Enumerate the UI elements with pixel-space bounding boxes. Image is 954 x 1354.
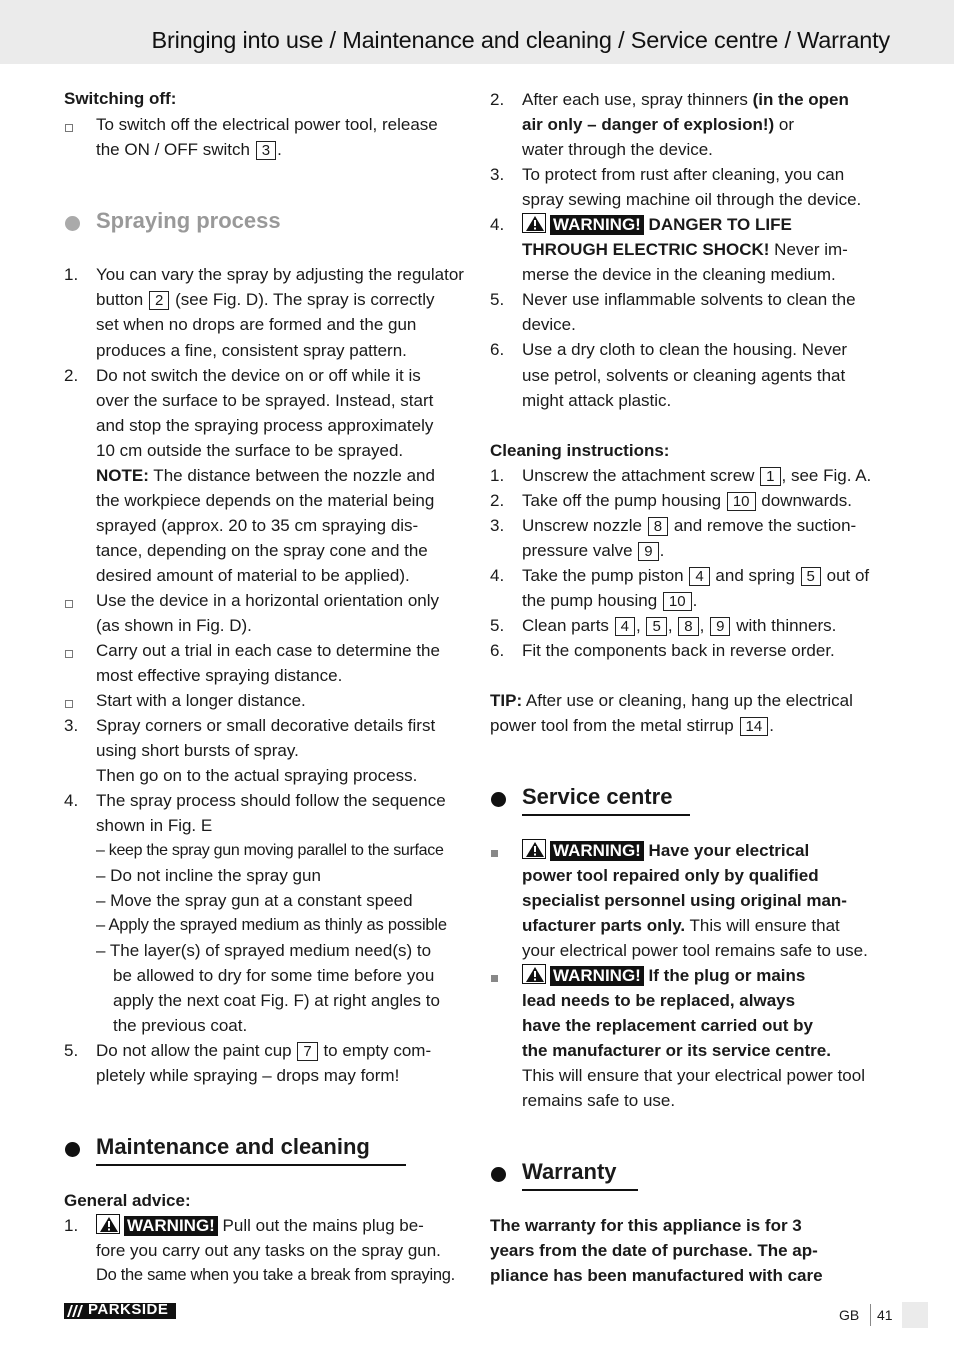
list-item: Take the pump piston 4 and spring 5 out of <box>522 566 870 585</box>
list-item: Never use inflammable solvents to clean the <box>522 290 856 309</box>
list-item: Then go on to the actual spraying process. <box>96 766 418 785</box>
section-bullet <box>491 792 506 807</box>
tip-text: power tool from the metal stirrup 14 . <box>490 716 774 735</box>
list-item: produces a fine, consistent spray pattern. <box>96 341 407 360</box>
note-text: NOTE: The distance between the nozzle and <box>96 466 435 485</box>
ref-box: 9 <box>710 617 730 636</box>
list-item: WARNING! If the plug or mains <box>522 963 805 988</box>
dash-item: – keep the spray gun moving parallel to the surface <box>96 842 444 859</box>
ref-box: 7 <box>297 1042 317 1061</box>
list-item: (as shown in Fig. D). <box>96 616 252 635</box>
list-item: the ON / OFF switch 3 . <box>96 140 282 159</box>
ref-box: 14 <box>740 717 769 736</box>
general-advice-heading: General advice: <box>64 1191 191 1210</box>
list-item: ufacturer parts only. This will ensure that <box>522 916 840 935</box>
list-number: 4. <box>490 566 505 585</box>
list-number: 5. <box>64 1041 79 1060</box>
list-item: Fit the components back in reverse order. <box>522 641 835 660</box>
list-item: This will ensure that your electrical power tool <box>522 1066 865 1085</box>
section-title-service: Service centre <box>522 784 673 809</box>
list-number: 1. <box>64 1216 79 1235</box>
note-text: sprayed (approx. 20 to 35 cm spraying dis- <box>96 516 419 535</box>
section-title-maintenance: Maintenance and cleaning <box>96 1134 370 1159</box>
section-bullet <box>65 1142 80 1157</box>
list-item: Unscrew nozzle 8 and remove the suction- <box>522 516 857 535</box>
list-item: merse the device in the cleaning medium. <box>522 265 836 284</box>
section-bullet <box>491 1167 506 1182</box>
warning-triangle-icon <box>522 839 546 859</box>
list-item: water through the device. <box>522 140 713 159</box>
list-number: 5. <box>490 616 505 635</box>
dash-item: the previous coat. <box>113 1016 248 1035</box>
list-number: 4. <box>490 215 505 234</box>
ref-box: 10 <box>663 592 692 611</box>
list-number: 3. <box>490 165 505 184</box>
list-item: spray sewing machine oil through the device. <box>522 190 862 209</box>
list-item: device. <box>522 315 576 334</box>
list-item: 10 cm outside the surface to be sprayed. <box>96 441 404 460</box>
note-text: desired amount of material to be applied). <box>96 566 410 585</box>
warning-label: WARNING! <box>550 841 644 861</box>
list-item: THROUGH ELECTRIC SHOCK! Never im- <box>522 240 848 259</box>
cleaning-instructions-heading: Cleaning instructions: <box>490 441 670 460</box>
logo-stripes-icon <box>67 1305 85 1317</box>
list-item: Unscrew the attachment screw 1 , see Fig. A. <box>522 466 872 485</box>
note-text: tance, depending on the spray cone and the <box>96 541 428 560</box>
section-underline <box>522 814 690 816</box>
dash-item: apply the next coat Fig. F) at right angles to <box>113 991 440 1010</box>
warranty-text: pliance has been manufactured with care <box>490 1266 823 1285</box>
list-item: shown in Fig. E <box>96 816 213 835</box>
list-number: 6. <box>490 340 505 359</box>
list-item: over the surface to be sprayed. Instead, start <box>96 391 434 410</box>
section-underline <box>96 1164 406 1166</box>
list-number: 3. <box>64 716 79 735</box>
ref-box: 8 <box>648 517 668 536</box>
list-item: You can vary the spray by adjusting the regulator <box>96 265 464 284</box>
section-bullet <box>65 216 80 231</box>
ref-box: 4 <box>615 617 635 636</box>
warning-label: WARNING! <box>550 966 644 986</box>
list-item: WARNING! Pull out the mains plug be- <box>96 1213 424 1238</box>
list-item: have the replacement carried out by <box>522 1016 813 1035</box>
ref-box: 1 <box>760 467 780 486</box>
list-item: Use a dry cloth to clean the housing. Never <box>522 340 848 359</box>
list-bullet <box>65 700 73 708</box>
list-number: 2. <box>490 491 505 510</box>
list-item: Take off the pump housing 10 downwards. <box>522 491 852 510</box>
warranty-text: years from the date of purchase. The ap- <box>490 1241 818 1260</box>
dash-item: – Move the spray gun at a constant speed <box>96 891 413 910</box>
list-item: To protect from rust after cleaning, you can <box>522 165 845 184</box>
list-number: 2. <box>490 90 505 109</box>
list-number: 1. <box>490 466 505 485</box>
list-item: the pump housing 10 . <box>522 591 698 610</box>
language-code: GB <box>839 1307 860 1323</box>
list-item: use petrol, solvents or cleaning agents that <box>522 366 846 385</box>
list-item: specialist personnel using original man- <box>522 891 847 910</box>
dash-item: be allowed to dry for some time before you <box>113 966 435 985</box>
list-number: 1. <box>64 265 79 284</box>
list-item: and stop the spraying process approximately <box>96 416 434 435</box>
list-item: The spray process should follow the sequence <box>96 791 446 810</box>
list-item: WARNING! DANGER TO LIFE <box>522 212 792 237</box>
list-item: Do not allow the paint cup 7 to empty com- <box>96 1041 432 1060</box>
list-item: most effective spraying distance. <box>96 666 343 685</box>
ref-box: 2 <box>149 291 169 310</box>
list-item: lead needs to be replaced, always <box>522 991 796 1010</box>
note-text: the workpiece depends on the material being <box>96 491 435 510</box>
dash-item: – The layer(s) of sprayed medium need(s) to <box>96 941 432 960</box>
list-number: 6. <box>490 641 505 660</box>
list-number: 5. <box>490 290 505 309</box>
list-bullet <box>491 975 498 982</box>
section-title-warranty: Warranty <box>522 1159 617 1184</box>
list-number: 4. <box>64 791 79 810</box>
list-item: To switch off the electrical power tool, release <box>96 115 438 134</box>
ref-box: 5 <box>646 617 666 636</box>
tip-text: TIP: After use or cleaning, hang up the electrical <box>490 691 853 710</box>
warning-triangle-icon <box>96 1214 120 1234</box>
switching-off-heading: Switching off: <box>64 89 177 108</box>
list-item: pressure valve 9 . <box>522 541 665 560</box>
list-item: air only – danger of explosion!) or <box>522 115 795 134</box>
ref-box: 3 <box>256 141 276 160</box>
page-title: Bringing into use / Maintenance and cleaning / Service centre / Warranty <box>151 27 890 53</box>
list-item: your electrical power tool remains safe to use. <box>522 941 868 960</box>
list-item: Spray corners or small decorative details first <box>96 716 436 735</box>
list-number: 2. <box>64 366 79 385</box>
page-corner-box <box>902 1302 928 1328</box>
dash-item: – Do not incline the spray gun <box>96 866 321 885</box>
list-item: the manufacturer or its service centre. <box>522 1041 831 1060</box>
warning-label: WARNING! <box>550 215 644 235</box>
parkside-logo: PARKSIDE <box>64 1303 176 1319</box>
list-item: fore you carry out any tasks on the spray gun. <box>96 1241 441 1260</box>
ref-box: 10 <box>727 492 756 511</box>
list-item: might attack plastic. <box>522 391 672 410</box>
list-item: After each use, spray thinners (in the open <box>522 90 849 109</box>
list-item: set when no drops are formed and the gun <box>96 315 417 334</box>
warning-label: WARNING! <box>124 1216 218 1236</box>
list-item: pletely while spraying – drops may form! <box>96 1066 400 1085</box>
list-item: Clean parts 4 , 5 , 8 , 9 with thinners. <box>522 616 837 635</box>
ref-box: 4 <box>689 567 709 586</box>
page-number: 41 <box>877 1307 893 1323</box>
warning-triangle-icon <box>522 213 546 233</box>
ref-box: 9 <box>638 542 658 561</box>
list-bullet <box>491 850 498 857</box>
warranty-text: The warranty for this appliance is for 3 <box>490 1216 802 1235</box>
list-item: Use the device in a horizontal orientation only <box>96 591 440 610</box>
list-bullet <box>65 650 73 658</box>
list-item: button 2 (see Fig. D). The spray is correctly <box>96 290 435 309</box>
section-underline <box>522 1189 638 1191</box>
list-item: power tool repaired only by qualified <box>522 866 819 885</box>
list-item: Do the same when you take a break from spraying. <box>96 1266 455 1284</box>
ref-box: 8 <box>678 617 698 636</box>
list-item: Start with a longer distance. <box>96 691 306 710</box>
list-number: 3. <box>490 516 505 535</box>
ref-box: 5 <box>801 567 821 586</box>
warning-triangle-icon <box>522 964 546 984</box>
section-title-spraying: Spraying process <box>96 208 281 233</box>
list-item: WARNING! Have your electrical <box>522 838 809 863</box>
dash-item: – Apply the sprayed medium as thinly as possible <box>96 916 447 934</box>
list-bullet <box>65 600 73 608</box>
list-item: Carry out a trial in each case to determine the <box>96 641 440 660</box>
list-item: Do not switch the device on or off while it is <box>96 366 421 385</box>
footer-divider <box>870 1304 871 1326</box>
list-item: using short bursts of spray. <box>96 741 299 760</box>
list-bullet <box>65 124 73 132</box>
page-header <box>0 0 954 64</box>
list-item: remains safe to use. <box>522 1091 676 1110</box>
